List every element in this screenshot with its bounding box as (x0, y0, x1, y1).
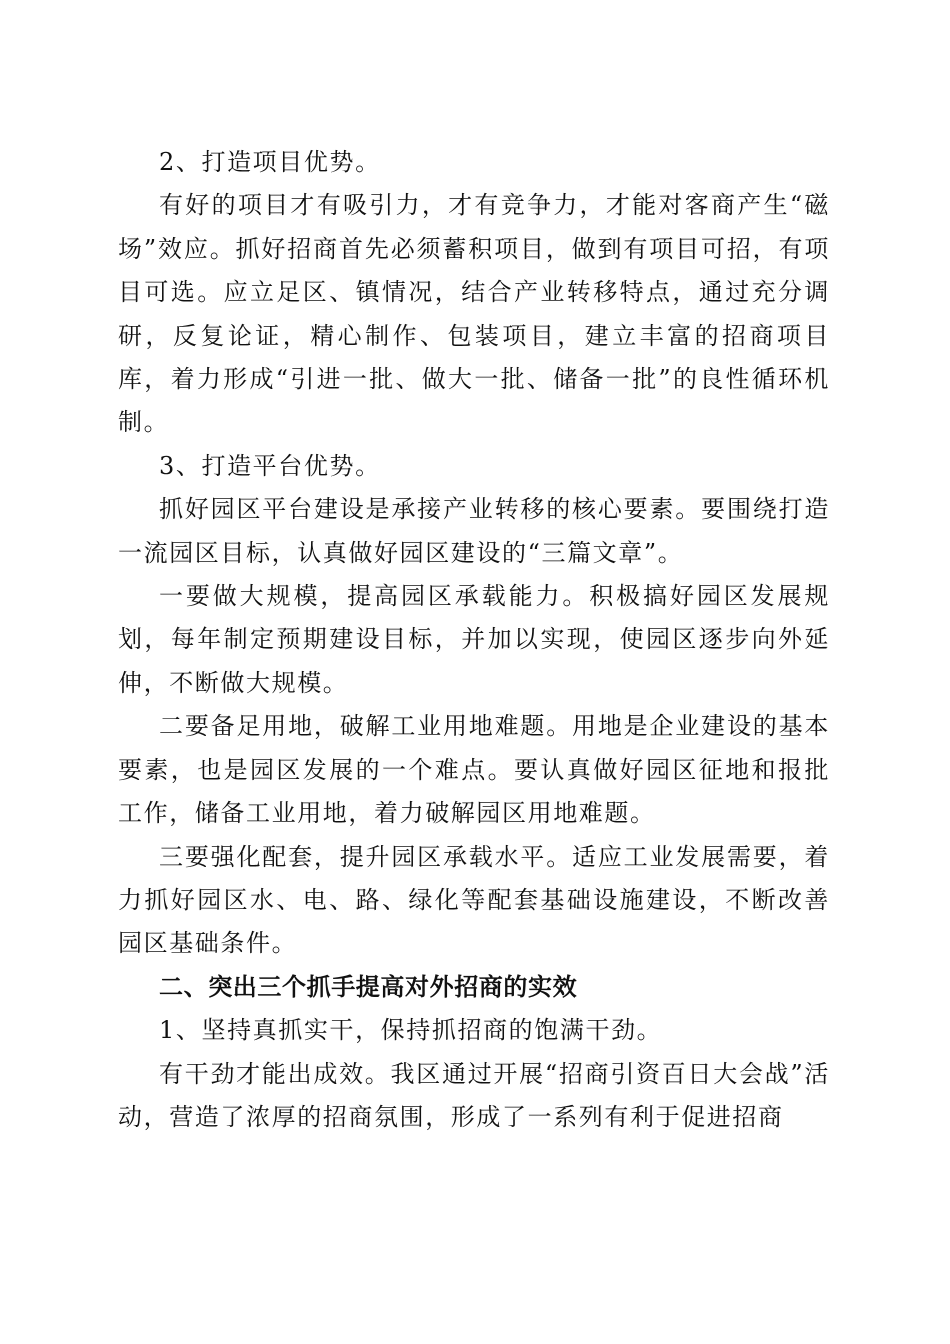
section-heading-two: 二、突出三个抓手提高对外招商的实效 (159, 972, 578, 1001)
document-page (118, 141, 830, 1139)
paragraph-infrastructure: 三要强化配套，提升园区承载水平。适应工业发展需要，着力抓好园区水、电、路、绿化等配套基础设施建设，不断改善园区基础条件。 (118, 842, 830, 958)
paragraph-item-3-heading: 3、打造平台优势。 (159, 451, 381, 480)
paragraph-effort: 有干劲才能出成效。我区通过开展“招商引资百日大会战”活动，营造了浓厚的招商氛围，形成了一系列有利于促进招商 (118, 1059, 830, 1131)
paragraph-expand-scale: 一要做大规模，提高园区承载能力。积极搞好园区发展规划，每年制定预期建设目标，并加以实现，使园区逐步向外延伸，不断做大规模。 (118, 582, 830, 697)
paragraph-project-advantage: 有好的项目才有吸引力，才有竞争力，才能对客商产生“磁场”效应。抓好招商首先必须蓄积项目，做到有项目可招，有项目可选。应立足区、镇情况，结合产业转移特点，通过充分调研，反复论证，精心制作、包装项目，建立丰富的招商项目库，着力形成“引进一批、做大一批、储备一批”的良性循环机制。 (118, 191, 830, 437)
paragraph-item-2-heading: 2、打造项目优势。 (159, 148, 381, 176)
paragraph-item-1-heading: 1、坚持真抓实干，保持抓招商的饱满干劲。 (159, 1016, 663, 1045)
paragraph-land-supply: 二要备足用地，破解工业用地难题。用地是企业建设的基本要素，也是园区发展的一个难点。要认真做好园区征地和报批工作，储备工业用地，着力破解园区用地难题。 (118, 712, 830, 828)
paragraph-platform-advantage: 抓好园区平台建设是承接产业转移的核心要素。要围绕打造一流园区目标，认真做好园区建设的“三篇文章”。 (118, 495, 830, 567)
